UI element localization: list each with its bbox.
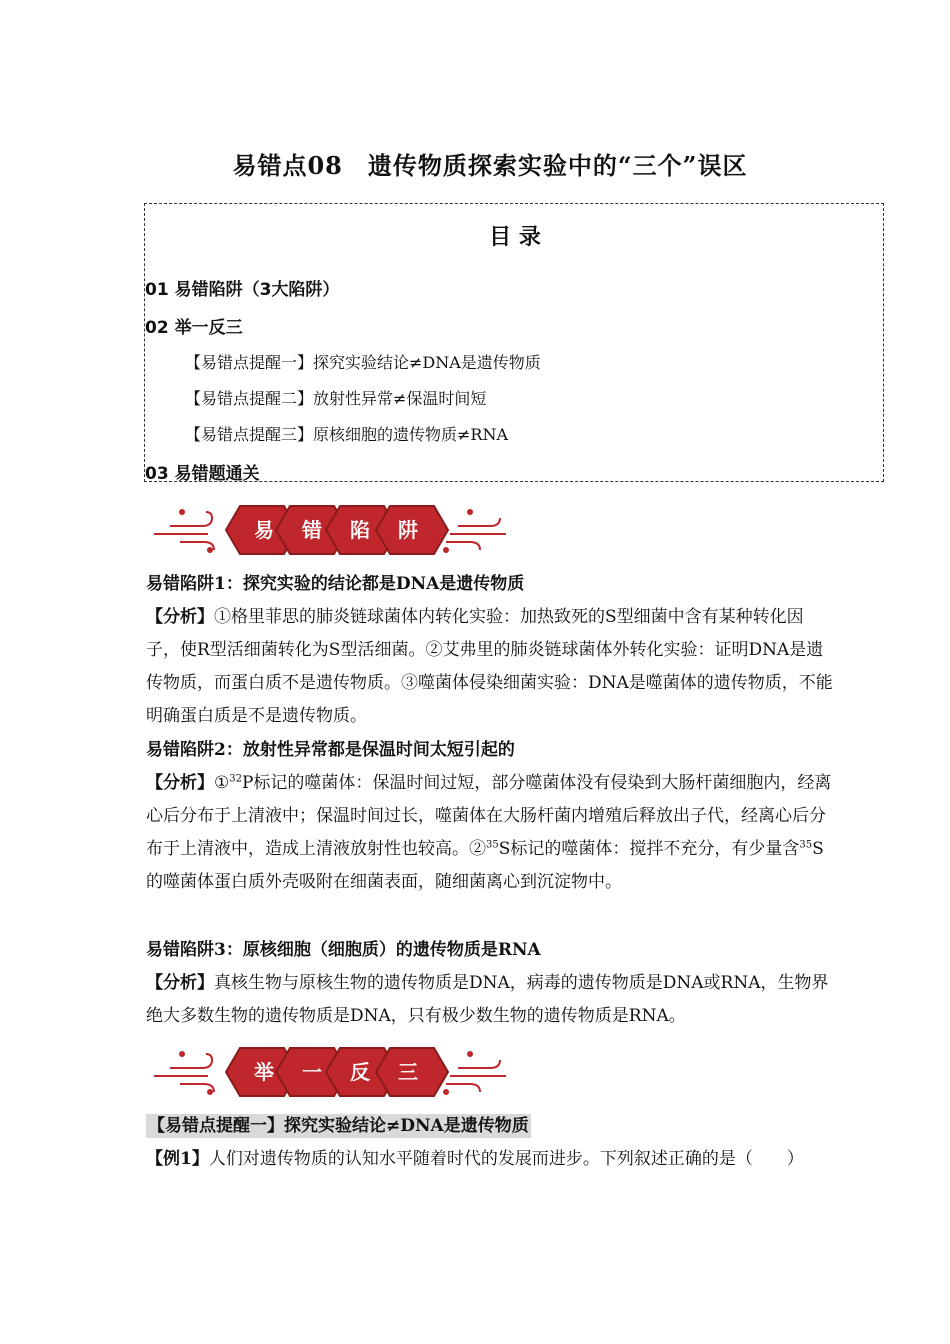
text-run: ① xyxy=(214,773,230,793)
example-1 xyxy=(146,1143,836,1176)
toc-heading: 目 录 xyxy=(489,225,541,250)
text-run: P标记的噬菌体：保温时间过短，部分噬菌体没有侵染到大肠杆菌细胞内，经离心后分布于上清液中；保温时间过长，噬菌体在大肠杆菌内增殖后释放出子代，经离心后分布于上清液中，造成上清液放射性也较高。② xyxy=(146,773,832,859)
reminder-1-heading: 【易错点提醒一】探究实验结论≠DNA是遗传物质 xyxy=(148,1116,529,1136)
banner-char: 易 xyxy=(254,518,274,542)
toc-item-2[interactable]: 【易错点提醒二】放射性异常≠保温时间短 xyxy=(185,389,487,408)
analysis-tag: 【分析】 xyxy=(146,607,214,627)
superscript: 35 xyxy=(799,839,813,851)
table-of-contents xyxy=(144,203,884,482)
example-1-text: 人们对遗传物质的认知水平随着时代的发展而进步。下列叙述正确的是（ ） xyxy=(208,1149,804,1169)
banner-traps xyxy=(150,500,510,560)
text-run: S标记的噬菌体：搅拌不充分，有少量含 xyxy=(498,839,800,859)
banner-char: 三 xyxy=(398,1060,418,1084)
trap-1-analysis xyxy=(146,601,836,733)
trap-3-section xyxy=(146,934,836,1033)
page-title: 易错点08 遗传物质探索实验中的“三个”误区 xyxy=(232,151,748,180)
example-tag: 【例1】 xyxy=(146,1149,209,1169)
banner-examples xyxy=(150,1042,510,1102)
toc-section-2[interactable]: 02 举一反三 xyxy=(145,318,243,338)
banner-char: 错 xyxy=(302,518,322,542)
trap-1-section xyxy=(146,568,836,733)
trap-1-text: ①格里菲思的肺炎链球菌体内转化实验：加热致死的S型细菌中含有某种转化因子，使R型活细菌转化为S型活细菌。②艾弗里的肺炎链球菌体外转化实验：证明DNA是遗传物质，而蛋白质不是遗传物质。③噬菌体侵染细菌实验：DNA是噬菌体的遗传物质，不能明确蛋白质是不是遗传物质。 xyxy=(146,607,833,726)
trap-3-heading: 易错陷阱3：原核细胞（细胞质）的遗传物质是RNA xyxy=(146,940,541,960)
analysis-tag: 【分析】 xyxy=(146,973,214,993)
analysis-tag: 【分析】 xyxy=(146,773,214,793)
trap-2-analysis xyxy=(146,767,836,899)
trap-1-heading: 易错陷阱1：探究实验的结论都是DNA是遗传物质 xyxy=(146,574,525,594)
right-swirl-ornament xyxy=(446,518,506,550)
toc-item-1[interactable]: 【易错点提醒一】探究实验结论≠DNA是遗传物质 xyxy=(185,353,541,372)
superscript: 32 xyxy=(229,773,242,785)
banner-char: 反 xyxy=(350,1060,370,1084)
banner-char: 阱 xyxy=(398,518,418,542)
trap-2-heading: 易错陷阱2：放射性异常都是保温时间太短引起的 xyxy=(146,740,515,760)
superscript: 35 xyxy=(486,839,499,851)
right-swirl-ornament xyxy=(446,1060,506,1092)
trap-3-analysis xyxy=(146,967,836,1033)
reminder-1-section xyxy=(146,1110,836,1176)
left-swirl-ornament xyxy=(154,1054,214,1092)
banner-char: 举 xyxy=(254,1060,274,1084)
trap-2-section xyxy=(146,734,836,899)
banner-char: 陷 xyxy=(350,518,370,542)
toc-section-3[interactable]: 03 易错题通关 xyxy=(145,464,260,484)
trap-3-text: 真核生物与原核生物的遗传物质是DNA，病毒的遗传物质是DNA或RNA，生物界绝大多数生物的遗传物质是DNA，只有极少数生物的遗传物质是RNA。 xyxy=(146,973,829,1026)
toc-item-3[interactable]: 【易错点提醒三】原核细胞的遗传物质≠RNA xyxy=(185,425,509,444)
toc-section-1[interactable]: 01 易错陷阱（3大陷阱） xyxy=(145,280,340,300)
text-run: S的噬菌体蛋白质外壳吸附在细菌表面，随细菌离心到沉淀物中。 xyxy=(146,839,824,892)
left-swirl-ornament xyxy=(154,512,214,550)
banner-char: 一 xyxy=(302,1060,322,1084)
